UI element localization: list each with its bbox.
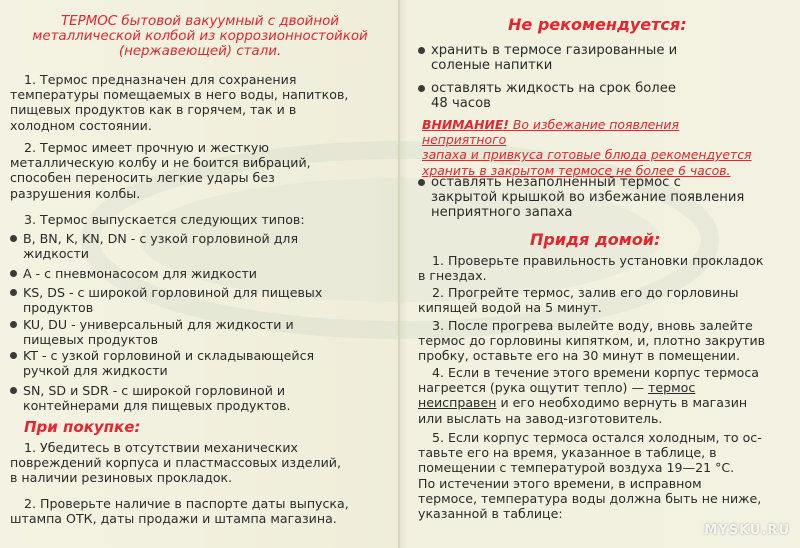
list-item: SN, SD и SDR - с широкой горловиной и контейнерами для пищевых продуктов.: [10, 383, 380, 413]
list-item: KU, DU - универсальный для жидкости и пищевых продуктов: [10, 317, 380, 347]
bullet-icon: [10, 235, 17, 242]
page-fold: [398, 0, 400, 548]
step-4: 4. Если в течение этого времени корпус термоса нагреется (рука ощутит тепло) — термос неисправен и его необходимо вернуть в магазин или выслать на завод-изготовитель.: [418, 365, 759, 426]
list-item: KS, DS - с широкой горловиной для пищевых продуктов: [10, 285, 380, 315]
site-watermark: MYSKU.RU: [704, 523, 790, 538]
list-item: хранить в термосе газированные и соленые напитки: [418, 43, 778, 73]
paragraph-buy-passport: 2. Проверьте наличие в паспорте даты выпуска, штампа ОТК, даты продажи и штампа магазина.: [10, 496, 349, 527]
bullet-icon: [418, 85, 425, 92]
warning-note: ВНИМАНИЕ! Во избежание появления неприятного запаха и привкуса готовые блюда рекомендуется хранить в закрытом термосе не более 6 часов.: [422, 117, 752, 178]
not-recommended-heading: Не рекомендуется:: [508, 15, 687, 34]
home-heading: Придя домой:: [530, 230, 661, 249]
product-title: ТЕРМОС бытовой вакуумный с двойной металлической колбой из коррозионностойкой (нержавеющей) стали.: [32, 14, 368, 59]
bullet-icon: [418, 47, 425, 54]
bullet-icon: [418, 179, 425, 186]
paragraph-buy-check: 1. Убедитесь в отсутствии механических повреждений корпуса и пластмассовых изделий, в наличии резиновых прокладок.: [10, 440, 341, 486]
step-3: 3. После прогрева вылейте воду, вновь залейте термос до горловины кипятком, и, плотно закрутив пробку, оставьте его на 30 минут в помещении.: [418, 318, 766, 364]
list-item: оставлять незаполненный термос с закрытой крышкой во избежание появления неприятного запаха: [418, 175, 778, 221]
bullet-icon: [10, 321, 17, 328]
bullet-icon: [10, 387, 17, 394]
paragraph-types-heading: 3. Термос выпускается следующих типов:: [24, 212, 305, 227]
paragraph-purpose: 1. Термос предназначен для сохранения температуры помещаемых в него воды, напитков, пищевых продуктов как в горячем, так и в холодном состоянии.: [10, 72, 349, 133]
bullet-icon: [10, 270, 17, 277]
step-5: 5. Если корпус термоса остался холодным, то ос- тавьте его на время, указанное в таблице, в помещении с температурой воздуха 19—21 °С. По истечении этого времени, в исправном термосе, температура воды должна быть не ниже, указанной в таблице:: [418, 430, 762, 522]
list-item: KT - с узкой горловиной и складывающейся ручкой для жидкости: [10, 348, 380, 378]
list-item: A - с пневмонасосом для жидкости: [10, 266, 380, 281]
step-2: 2. Прогрейте термос, залив его до горловины кипящей водой на 5 минут.: [418, 285, 739, 316]
list-item: B, BN, K, KN, DN - с узкой горловиной для жидкости: [10, 231, 380, 261]
bullet-icon: [10, 289, 17, 296]
list-item: оставлять жидкость на срок более 48 часов: [418, 81, 778, 111]
purchase-heading: При покупке:: [24, 418, 141, 436]
paragraph-construction: 2. Термос имеет прочную и жесткую металлическую колбу и не боится вибраций, способен переносить легкие удары без разрушения колбы.: [10, 140, 311, 201]
step-1: 1. Проверьте правильность установки прокладок в гнездах.: [418, 253, 764, 284]
bullet-icon: [10, 352, 17, 359]
